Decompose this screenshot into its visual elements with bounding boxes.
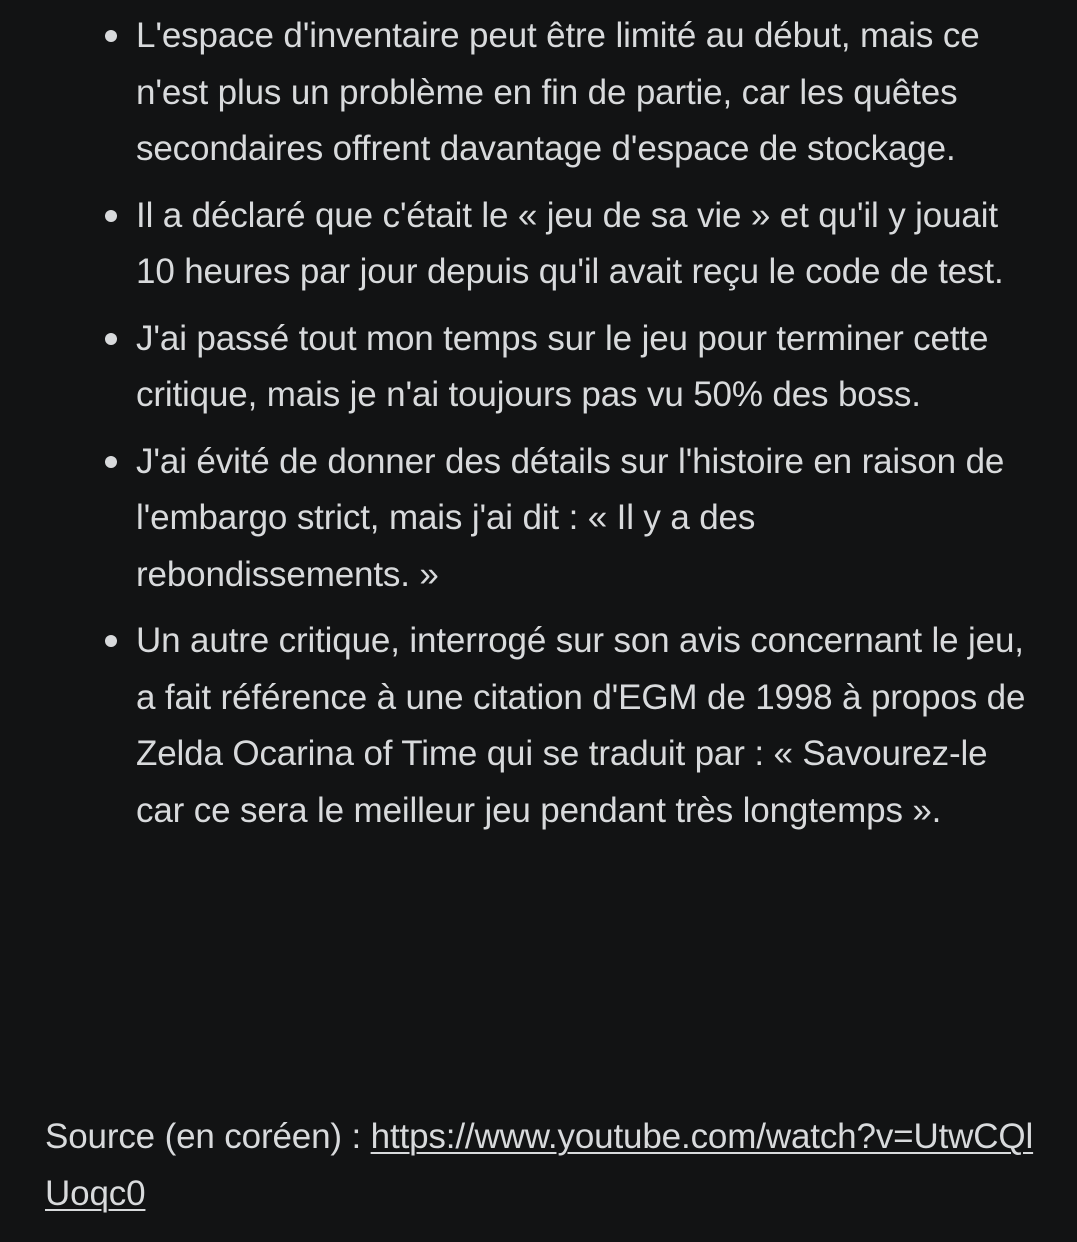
- list-item-text: Il a déclaré que c'était le « jeu de sa vie » et qu'il y jouait 10 heures par jour depuis qu'il avait reçu le code de test.: [136, 195, 1004, 291]
- source-line: [45, 1109, 1035, 1222]
- list-item: [0, 311, 1077, 424]
- list-item: [0, 188, 1077, 301]
- list-item-text: J'ai passé tout mon temps sur le jeu pour terminer cette critique, mais je n'ai toujours pas vu 50% des boss.: [136, 318, 989, 414]
- source-link[interactable]: https://www.youtube.com/watch?v=UtwCQlUoqc0: [45, 1117, 1034, 1213]
- list-item: [0, 613, 1077, 839]
- list-item-text: Un autre critique, interrogé sur son avis concernant le jeu, a fait référence à une citation d'EGM de 1998 à propos de Zelda Ocarina of Time qui se traduit par : « Savourez-le car ce sera le meilleur jeu pendant très longtemps ».: [136, 621, 1026, 830]
- list-item: [0, 8, 1077, 178]
- bullet-icon: [105, 635, 117, 647]
- list-item: [0, 434, 1077, 604]
- source-label: Source (en coréen) :: [45, 1117, 371, 1156]
- list-item-text: J'ai évité de donner des détails sur l'histoire en raison de l'embargo strict, mais j'ai dit : « Il y a des rebondissements. »: [136, 441, 1005, 594]
- bullet-list: [0, 8, 1077, 849]
- list-item-text: L'espace d'inventaire peut être limité au début, mais ce n'est plus un problème en fin de partie, car les quêtes secondaires offrent davantage d'espace de stockage.: [136, 16, 980, 168]
- bullet-icon: [105, 30, 117, 42]
- bullet-icon: [105, 210, 117, 222]
- bullet-icon: [105, 456, 117, 468]
- bullet-icon: [105, 333, 117, 345]
